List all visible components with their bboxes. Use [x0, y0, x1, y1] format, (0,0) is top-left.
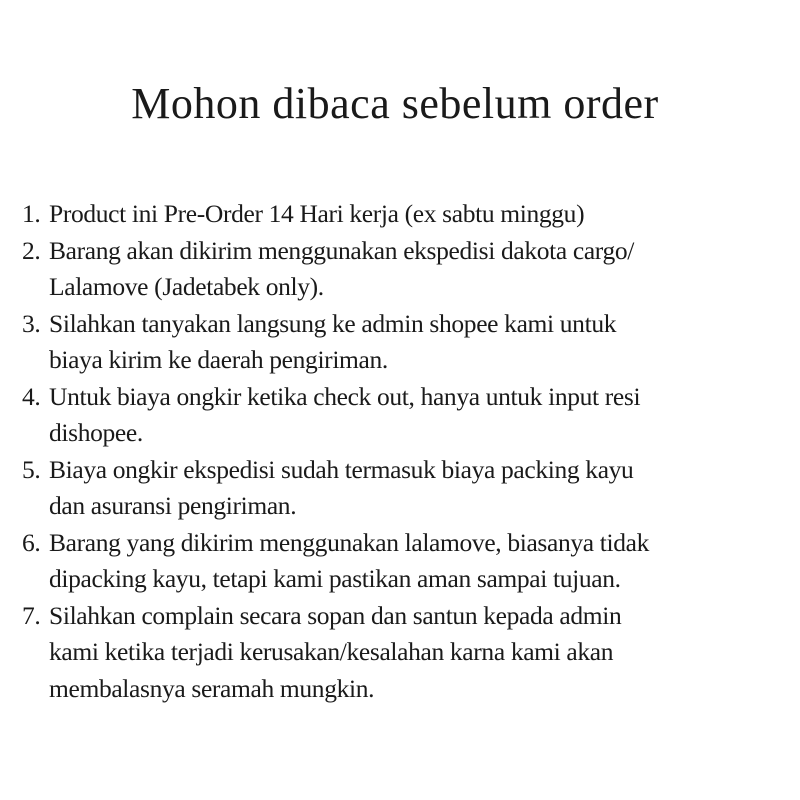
list-item-text: biaya kirim ke daerah pengiriman.	[49, 345, 388, 374]
list-item-text: Barang yang dikirim menggunakan lalamove, biasanya tidak	[49, 527, 650, 557]
list-item-number: 3.	[22, 308, 41, 338]
list-item-number: 7.	[22, 600, 41, 630]
list-item-number: 4.	[22, 381, 41, 411]
list-item-text: Silahkan tanyakan langsung ke admin shopee kami untuk	[49, 308, 617, 338]
list-item-text: Lalamove (Jadetabek only).	[49, 272, 324, 301]
list-item-number: 5.	[22, 454, 41, 484]
list-item-text: dan asuransi pengiriman.	[49, 491, 297, 520]
list-item-number: 1.	[22, 199, 41, 228]
list-item	[22, 379, 798, 452]
list-item	[22, 525, 798, 598]
list-item-text: dipacking kayu, tetapi kami pastikan aman sampai tujuan.	[49, 564, 621, 593]
page-title: Mohon dibaca sebelum order	[131, 79, 659, 128]
list-item-text: membalasnya seramah mungkin.	[49, 673, 375, 703]
instruction-list	[22, 196, 798, 707]
list-item-text: kami ketika terjadi kerusakan/kesalahan karna kami akan	[49, 637, 614, 666]
list-item-text: Product ini Pre-Order 14 Hari kerja (ex sabtu minggu)	[49, 199, 585, 228]
list-item	[22, 452, 798, 525]
list-item	[22, 598, 798, 708]
list-item-text: Barang akan dikirim menggunakan ekspedisi dakota cargo/	[49, 235, 635, 265]
list-item	[22, 306, 798, 379]
list-item-number: 6.	[22, 527, 41, 557]
list-item-text: Untuk biaya ongkir ketika check out, hanya untuk input resi	[49, 381, 641, 411]
list-item-text: dishopee.	[49, 418, 143, 447]
list-item	[22, 233, 798, 306]
list-item-text: Biaya ongkir ekspedisi sudah termasuk biaya packing kayu	[49, 454, 634, 484]
list-item	[22, 196, 798, 233]
list-item-text: Silahkan complain secara sopan dan santun kepada admin	[49, 600, 622, 630]
list-item-number: 2.	[22, 235, 41, 265]
